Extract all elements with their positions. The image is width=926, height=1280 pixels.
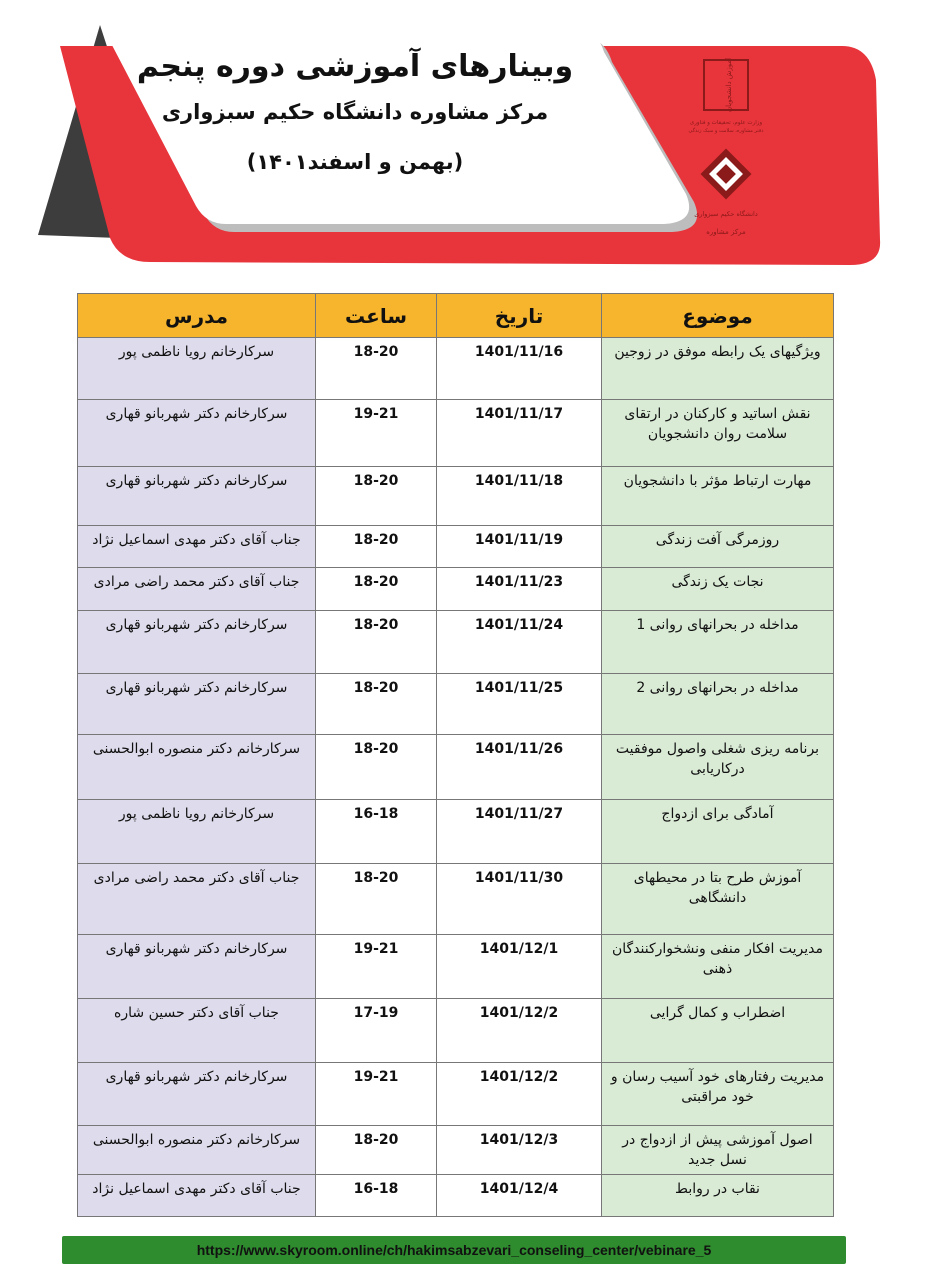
time-cell: 16-18 (316, 1175, 437, 1217)
webinar-link[interactable]: https://www.skyroom.online/ch/hakimsabzevari_conseling_center/vebinare_5 (196, 1242, 712, 1258)
counseling-center-caption: مرکز مشاوره (706, 228, 746, 236)
student-affairs-logo (689, 58, 764, 134)
topic-cell: نقاب در روابط (602, 1175, 834, 1217)
teacher-cell: سرکارخانم دکتر شهربانو قهاری (78, 467, 316, 526)
table-row (78, 999, 834, 1063)
topic-cell: مداخله در بحرانهای روانی 2 (602, 674, 834, 735)
table-row (78, 674, 834, 735)
header-time: ساعت (316, 294, 437, 338)
date-cell: 1401/11/23 (437, 568, 602, 611)
topic-cell: نجات یک زندگی (602, 568, 834, 611)
date-cell: 1401/11/30 (437, 864, 602, 935)
date-cell: 1401/11/26 (437, 735, 602, 800)
date-cell: 1401/11/24 (437, 611, 602, 674)
table-row (78, 338, 834, 400)
teacher-cell: سرکارخانم دکتر منصوره ابوالحسنی (78, 735, 316, 800)
university-name-text: دانشگاه حکیم سبزواری (694, 210, 758, 218)
time-cell: 18-20 (316, 1126, 437, 1175)
table-row (78, 1126, 834, 1175)
topic-cell: آمادگی برای ازدواج (602, 800, 834, 864)
header-date: تاریخ (437, 294, 602, 338)
table-row (78, 864, 834, 935)
time-cell: 18-20 (316, 338, 437, 400)
logos-block (686, 58, 766, 258)
page-subtitle: مرکز مشاوره دانشگاه حکیم سبزواری (161, 100, 549, 124)
time-cell: 18-20 (316, 568, 437, 611)
teacher-cell: سرکارخانم رویا ناظمی پور (78, 800, 316, 864)
topic-cell: مدیریت رفتارهای خود آسیب رسان و خود مراقبتی (602, 1063, 834, 1126)
date-cell: 1401/11/17 (437, 400, 602, 467)
time-cell: 18-20 (316, 526, 437, 568)
date-cell: 1401/12/1 (437, 935, 602, 999)
topic-cell: اضطراب و کمال گرایی (602, 999, 834, 1063)
date-cell: 1401/12/2 (437, 1063, 602, 1126)
table-row (78, 735, 834, 800)
header-topic: موضوع (602, 294, 834, 338)
table-header-row (78, 294, 834, 338)
ministry-caption: وزارت علوم، تحقیقات و فناوری (689, 120, 763, 126)
header-text-block (120, 40, 590, 176)
date-cell: 1401/12/2 (437, 999, 602, 1063)
time-cell: 18-20 (316, 735, 437, 800)
table-row (78, 568, 834, 611)
date-cell: 1401/11/27 (437, 800, 602, 864)
teacher-cell: سرکارخانم دکتر منصوره ابوالحسنی (78, 1126, 316, 1175)
topic-cell: نقش اساتید و کارکنان در ارتقای سلامت روان دانشجویان (602, 400, 834, 467)
period-label: (بهمن و اسفند۱۴۰۱) (246, 150, 464, 174)
table-row (78, 467, 834, 526)
topic-cell: آموزش طرح بتا در محیطهای دانشگاهی (602, 864, 834, 935)
teacher-cell: جناب آقای دکتر محمد راضی مرادی (78, 864, 316, 935)
table-row (78, 400, 834, 467)
teacher-cell: سرکارخانم دکتر شهربانو قهاری (78, 400, 316, 467)
date-cell: 1401/11/25 (437, 674, 602, 735)
topic-cell: اصول آموزشی پیش از ازدواج در نسل جدید (602, 1126, 834, 1175)
teacher-cell: سرکارخانم دکتر شهربانو قهاری (78, 611, 316, 674)
teacher-cell: جناب آقای دکتر مهدی اسماعیل نژاد (78, 526, 316, 568)
time-cell: 18-20 (316, 611, 437, 674)
counseling-office-caption: دفتر مشاوره، سلامت و سبک زندگی (688, 128, 764, 134)
teacher-cell: سرکارخانم رویا ناظمی پور (78, 338, 316, 400)
table-row (78, 935, 834, 999)
footer-bar (62, 1236, 846, 1264)
table-row (78, 1175, 834, 1217)
time-cell: 18-20 (316, 864, 437, 935)
topic-cell: مهارت ارتباط مؤثر با دانشجویان (602, 467, 834, 526)
date-cell: 1401/11/18 (437, 467, 602, 526)
time-cell: 17-19 (316, 999, 437, 1063)
header-teacher: مدرس (78, 294, 316, 338)
date-cell: 1401/11/19 (437, 526, 602, 568)
topic-cell: مداخله در بحرانهای روانی 1 (602, 611, 834, 674)
teacher-cell: سرکارخانم دکتر شهربانو قهاری (78, 935, 316, 999)
date-cell: 1401/11/16 (437, 338, 602, 400)
teacher-cell: جناب آقای دکتر حسین شاره (78, 999, 316, 1063)
topic-cell: روزمرگی آفت زندگی (602, 526, 834, 568)
teacher-cell: جناب آقای دکتر مهدی اسماعیل نژاد (78, 1175, 316, 1217)
table-row (78, 800, 834, 864)
date-cell: 1401/12/3 (437, 1126, 602, 1175)
table-row (78, 1063, 834, 1126)
topic-cell: مدیریت افکار منفی ونشخوارکنندگان ذهنی (602, 935, 834, 999)
schedule-table (77, 293, 834, 1217)
time-cell: 16-18 (316, 800, 437, 864)
student-affairs-logo-text: آموزش دانشجویان (725, 58, 733, 113)
time-cell: 18-20 (316, 467, 437, 526)
time-cell: 18-20 (316, 674, 437, 735)
time-cell: 19-21 (316, 935, 437, 999)
teacher-cell: سرکارخانم دکتر شهربانو قهاری (78, 674, 316, 735)
topic-cell: برنامه ریزی شغلی واصول موفقیت درکاریابی (602, 735, 834, 800)
table-row (78, 611, 834, 674)
date-cell: 1401/12/4 (437, 1175, 602, 1217)
table-row (78, 526, 834, 568)
time-cell: 19-21 (316, 400, 437, 467)
topic-cell: ویژگیهای یک رابطه موفق در زوجین (602, 338, 834, 400)
teacher-cell: سرکارخانم دکتر شهربانو قهاری (78, 1063, 316, 1126)
time-cell: 19-21 (316, 1063, 437, 1126)
page-title: وبینارهای آموزشی دوره پنجم (136, 49, 574, 84)
university-seal-logo (694, 149, 758, 236)
teacher-cell: جناب آقای دکتر محمد راضی مرادی (78, 568, 316, 611)
